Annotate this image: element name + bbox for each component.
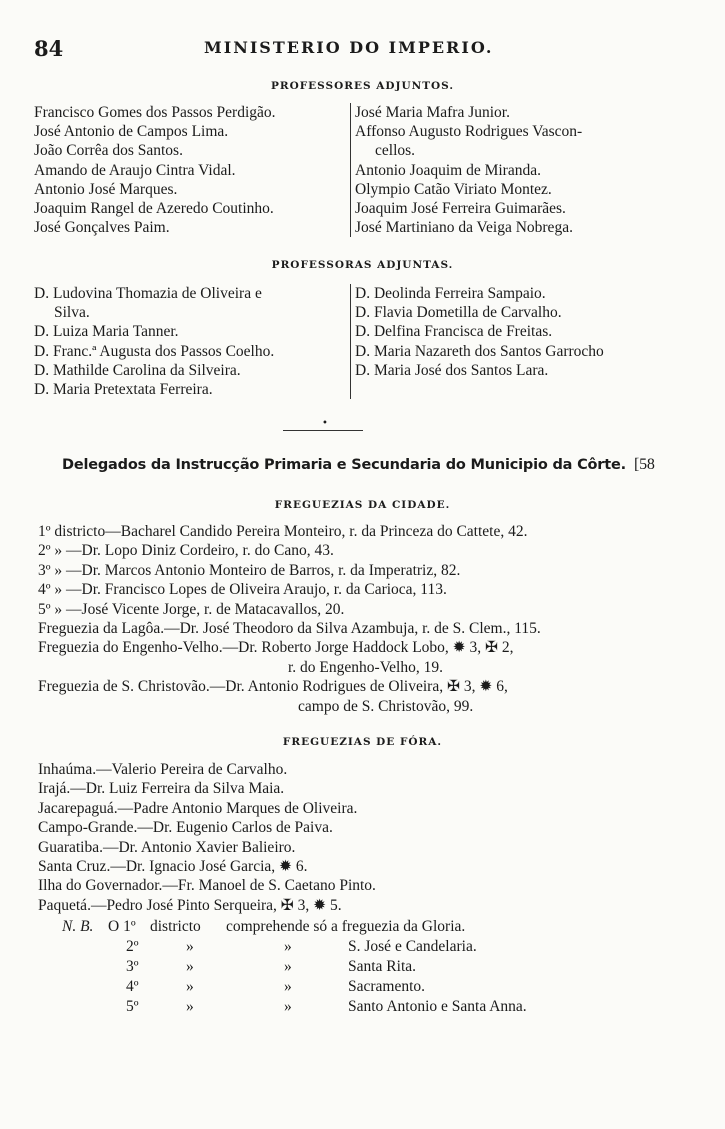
nota-cell: 2º [126, 938, 139, 955]
professoras-right-column [350, 284, 673, 399]
nota-cell: » [186, 938, 194, 955]
professoras-columns [34, 284, 664, 404]
list-item: D. Luiza Maria Tanner. [34, 323, 179, 341]
list-item: Antonio Joaquim de Miranda. [355, 161, 541, 179]
nota-cell: Santo Antonio e Santa Anna. [348, 998, 527, 1015]
list-item: 1º districto—Bacharel Candido Pereira Monteiro, r. da Princeza do Cattete, 42. [38, 523, 528, 540]
nota-cell: comprehende só a freguezia da Gloria. [226, 918, 466, 935]
list-item: D. Ludovina Thomazia de Oliveira e [34, 285, 262, 302]
list-item-continuation: campo de S. Christovão, 99. [298, 697, 474, 715]
list-item-continuation: r. do Engenho-Velho, 19. [288, 658, 443, 676]
professores-right-column [350, 103, 673, 237]
list-item: D. Maria Pretextata Ferreira. [34, 381, 213, 399]
professores-left-column [34, 103, 344, 237]
fora-list [38, 760, 678, 915]
list-item: José Martiniano da Veiga Nobrega. [355, 219, 573, 237]
list-item: Irajá.—Dr. Luiz Ferreira da Silva Maia. [38, 780, 285, 798]
list-item: D. Mathilde Carolina da Silveira. [34, 361, 241, 379]
list-item: Guaratiba.—Dr. Antonio Xavier Balieiro. [38, 838, 296, 856]
nota-cell: 3º [126, 958, 139, 975]
section-heading-professoras: PROFESSORAS ADJUNTAS. [271, 259, 454, 271]
nota-cell: » [284, 998, 292, 1015]
nota-cell: » [186, 998, 194, 1015]
section-heading-fora: FREGUEZIAS DE FÓRA. [282, 736, 443, 748]
page-number: 84 [34, 36, 64, 61]
list-item: 2º » —Dr. Lopo Diniz Cordeiro, r. do Cano, 43. [38, 542, 334, 560]
list-item: Amando de Araujo Cintra Vidal. [34, 161, 236, 179]
nota-cell: » [186, 978, 194, 995]
nota-cell: districto [150, 918, 201, 935]
list-item: D. Franc.ª Augusta dos Passos Coelho. [34, 342, 275, 360]
nota-label: N. B. [62, 918, 94, 935]
list-item: Freguezia da Lagôa.—Dr. José Theodoro da Silva Azambuja, r. de S. Clem., 115. [38, 620, 541, 638]
list-item: Santa Cruz.—Dr. Ignacio José Garcia, ✹ 6. [38, 858, 308, 876]
list-item: Affonso Augusto Rodrigues Vascon- [355, 123, 583, 141]
rule-dot: • [322, 418, 328, 429]
section-heading-professores: PROFESSORES ADJUNTOS. [270, 80, 455, 92]
section-title-delegados [62, 456, 655, 474]
list-item: José Antonio de Campos Lima. [34, 123, 229, 141]
nota-cell: Santa Rita. [348, 958, 417, 975]
section-divider [283, 430, 363, 431]
nota-cell: 4º [126, 978, 139, 995]
nota-cell: » [284, 978, 292, 995]
list-item: José Maria Mafra Junior. [355, 104, 510, 121]
list-item: Campo-Grande.—Dr. Eugenio Carlos de Paiva. [38, 819, 333, 837]
nota-cell: 5º [126, 998, 139, 1015]
list-item: Joaquim José Ferreira Guimarães. [355, 200, 566, 218]
list-item-continuation: cellos. [375, 142, 416, 160]
nota-cell: » [284, 938, 292, 955]
reference-number: [58 [633, 456, 655, 473]
list-item: D. Maria José dos Santos Lara. [355, 361, 549, 379]
list-item: Inhaúma.—Valerio Pereira de Carvalho. [38, 761, 288, 778]
list-item: João Corrêa dos Santos. [34, 142, 183, 160]
list-item: Joaquim Rangel de Azeredo Coutinho. [34, 200, 274, 218]
list-item: Ilha do Governador.—Fr. Manoel de S. Caetano Pinto. [38, 877, 376, 895]
list-item: Freguezia de S. Christovão.—Dr. Antonio Rodrigues de Oliveira, ✠ 3, ✹ 6, [38, 678, 508, 696]
cidade-list [38, 522, 678, 716]
nota-cell: O 1º [108, 918, 136, 935]
nota-cell: » [186, 958, 194, 975]
list-item: Jacarepaguá.—Padre Antonio Marques de Oliveira. [38, 799, 358, 817]
professores-columns [34, 103, 664, 243]
section-heading-cidade: FREGUEZIAS DA CIDADE. [274, 499, 451, 511]
list-item: Freguezia do Engenho-Velho.—Dr. Roberto Jorge Haddock Lobo, ✹ 3, ✠ 2, [38, 639, 514, 657]
running-header [34, 36, 664, 60]
list-item: D. Flavia Dometilla de Carvalho. [355, 304, 562, 322]
delegados-title-text: Delegados da Instrucção Primaria e Secundaria do Municipio da Côrte. [62, 457, 626, 473]
list-item: Olympio Catão Viriato Montez. [355, 180, 552, 198]
list-item: José Gonçalves Paim. [34, 219, 170, 237]
list-item: D. Maria Nazareth dos Santos Garrocho [355, 342, 604, 360]
nota-cell: » [284, 958, 292, 975]
list-item: 4º » —Dr. Francisco Lopes de Oliveira Araujo, r. da Carioca, 113. [38, 581, 447, 599]
list-item: Francisco Gomes dos Passos Perdigão. [34, 104, 276, 121]
list-item: D. Deolinda Ferreira Sampaio. [355, 285, 546, 302]
list-item: Paquetá.—Pedro José Pinto Serqueira, ✠ 3, ✹ 5. [38, 896, 342, 914]
list-item-continuation: Silva. [54, 304, 90, 322]
list-item: Antonio José Marques. [34, 180, 178, 198]
nota-cell: S. José e Candelaria. [348, 938, 477, 955]
professoras-left-column [34, 284, 344, 399]
list-item: D. Delfina Francisca de Freitas. [355, 323, 553, 341]
list-item: 5º » —José Vicente Jorge, r. de Matacavallos, 20. [38, 600, 345, 618]
nota-cell: Sacramento. [348, 978, 426, 995]
running-title: MINISTERIO DO IMPERIO. [204, 38, 494, 57]
list-item: 3º » —Dr. Marcos Antonio Monteiro de Barros, r. da Imperatriz, 82. [38, 561, 461, 579]
